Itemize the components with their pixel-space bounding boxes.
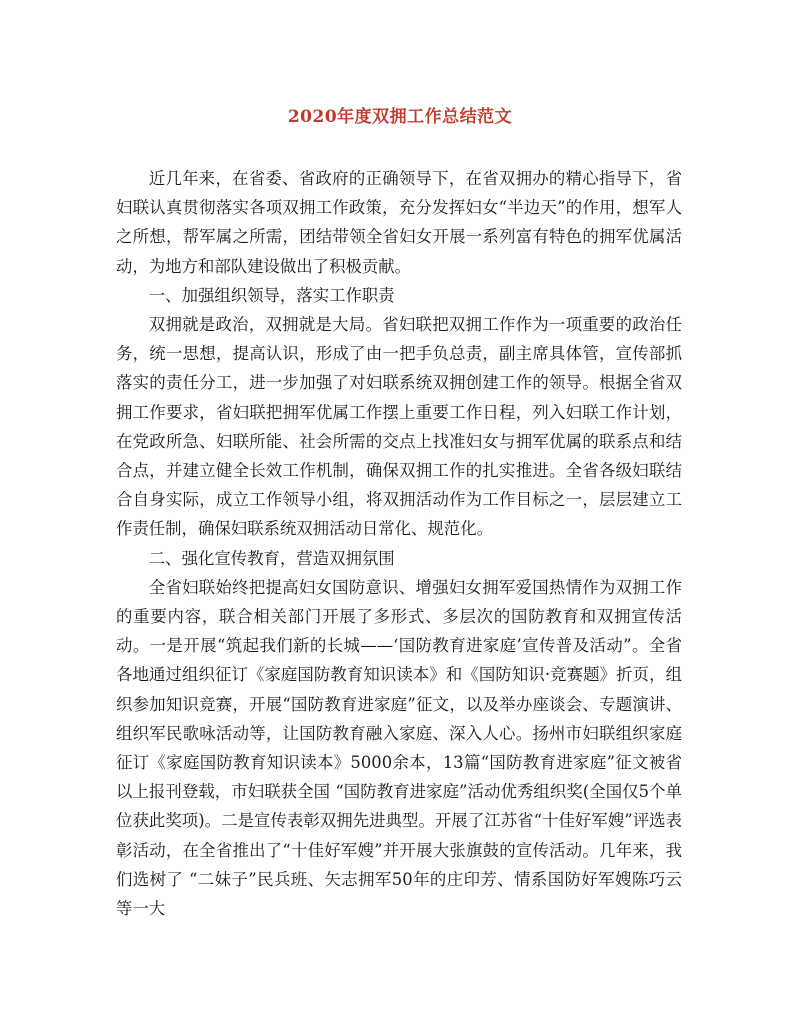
paragraph-intro: 近几年来，在省委、省政府的正确领导下，在省双拥办的精心指导下，省妇联认真贯彻落实各项双拥工作政策，充分发挥妇女“半边天”的作用，想军人之所想，帮军属之所需，团结带领全省妇女开展一系列富有特色的拥军优属活动，为地方和部队建设做出了积极贡献。 [116,169,682,276]
paragraph-section-2: 全省妇联始终把提高妇女国防意识、增强妇女拥军爱国热情作为双拥工作的重要内容，联合相关部门开展了多形式、多层次的国防教育和双拥宣传活动。一是开展“筑起我们新的长城——‘国防教育进家庭’宣传普及活动”。全省各地通过组织征订《家庭国防教育知识读本》和《国防知识·竞赛题》折页，组织参加知识竞赛，开展“国防教育进家庭”征文，以及举办座谈会、专题演讲、组织军民歌咏活动等，让国防教育融入家庭、深入人心。扬州市妇联组织家庭征订《家庭国防教育知识读本》5000余本，13篇“国防教育进家庭”征文被省以上报刊登载，市妇联获全国 “国防教育进家庭”活动优秀组织奖(全国仅5个单位获此奖项)。二是宣传表彰双拥先进典型。开展了江苏省“十佳好军嫂”评选表彰活动，在全省推出了“十佳好军嫂”并开展大张旗鼓的宣传活动。几年来，我们选树了 “二妹子”民兵班、矢志拥军50年的庄印芳、情系国防好军嫂陈巧云等一大 [116,577,682,919]
section-heading-1: 一、加强组织领导，落实工作职责 [148,285,395,305]
document-body [116,164,682,923]
document-title: 2020年度双拥工作总结范文 [287,107,513,127]
paragraph-section-1: 双拥就是政治，双拥就是大局。省妇联把双拥工作作为一项重要的政治任务，统一思想，提高认识，形成了由一把手负总责，副主席具体管，宣传部抓落实的责任分工，进一步加强了对妇联系统双拥创建工作的领导。根据全省双拥工作要求，省妇联把拥军优属工作摆上重要工作日程，列入妇联工作计划，在党政所急、妇联所能、社会所需的交点上找准妇女与拥军优属的联系点和结合点，并建立健全长效工作机制，确保双拥工作的扎实推进。全省各级妇联结合自身实际，成立工作领导小组，将双拥活动作为工作目标之一，层层建立工作责任制，确保妇联系统双拥活动日常化、规范化。 [116,315,682,539]
section-heading-2: 二、强化宣传教育，营造双拥氛围 [148,548,395,568]
